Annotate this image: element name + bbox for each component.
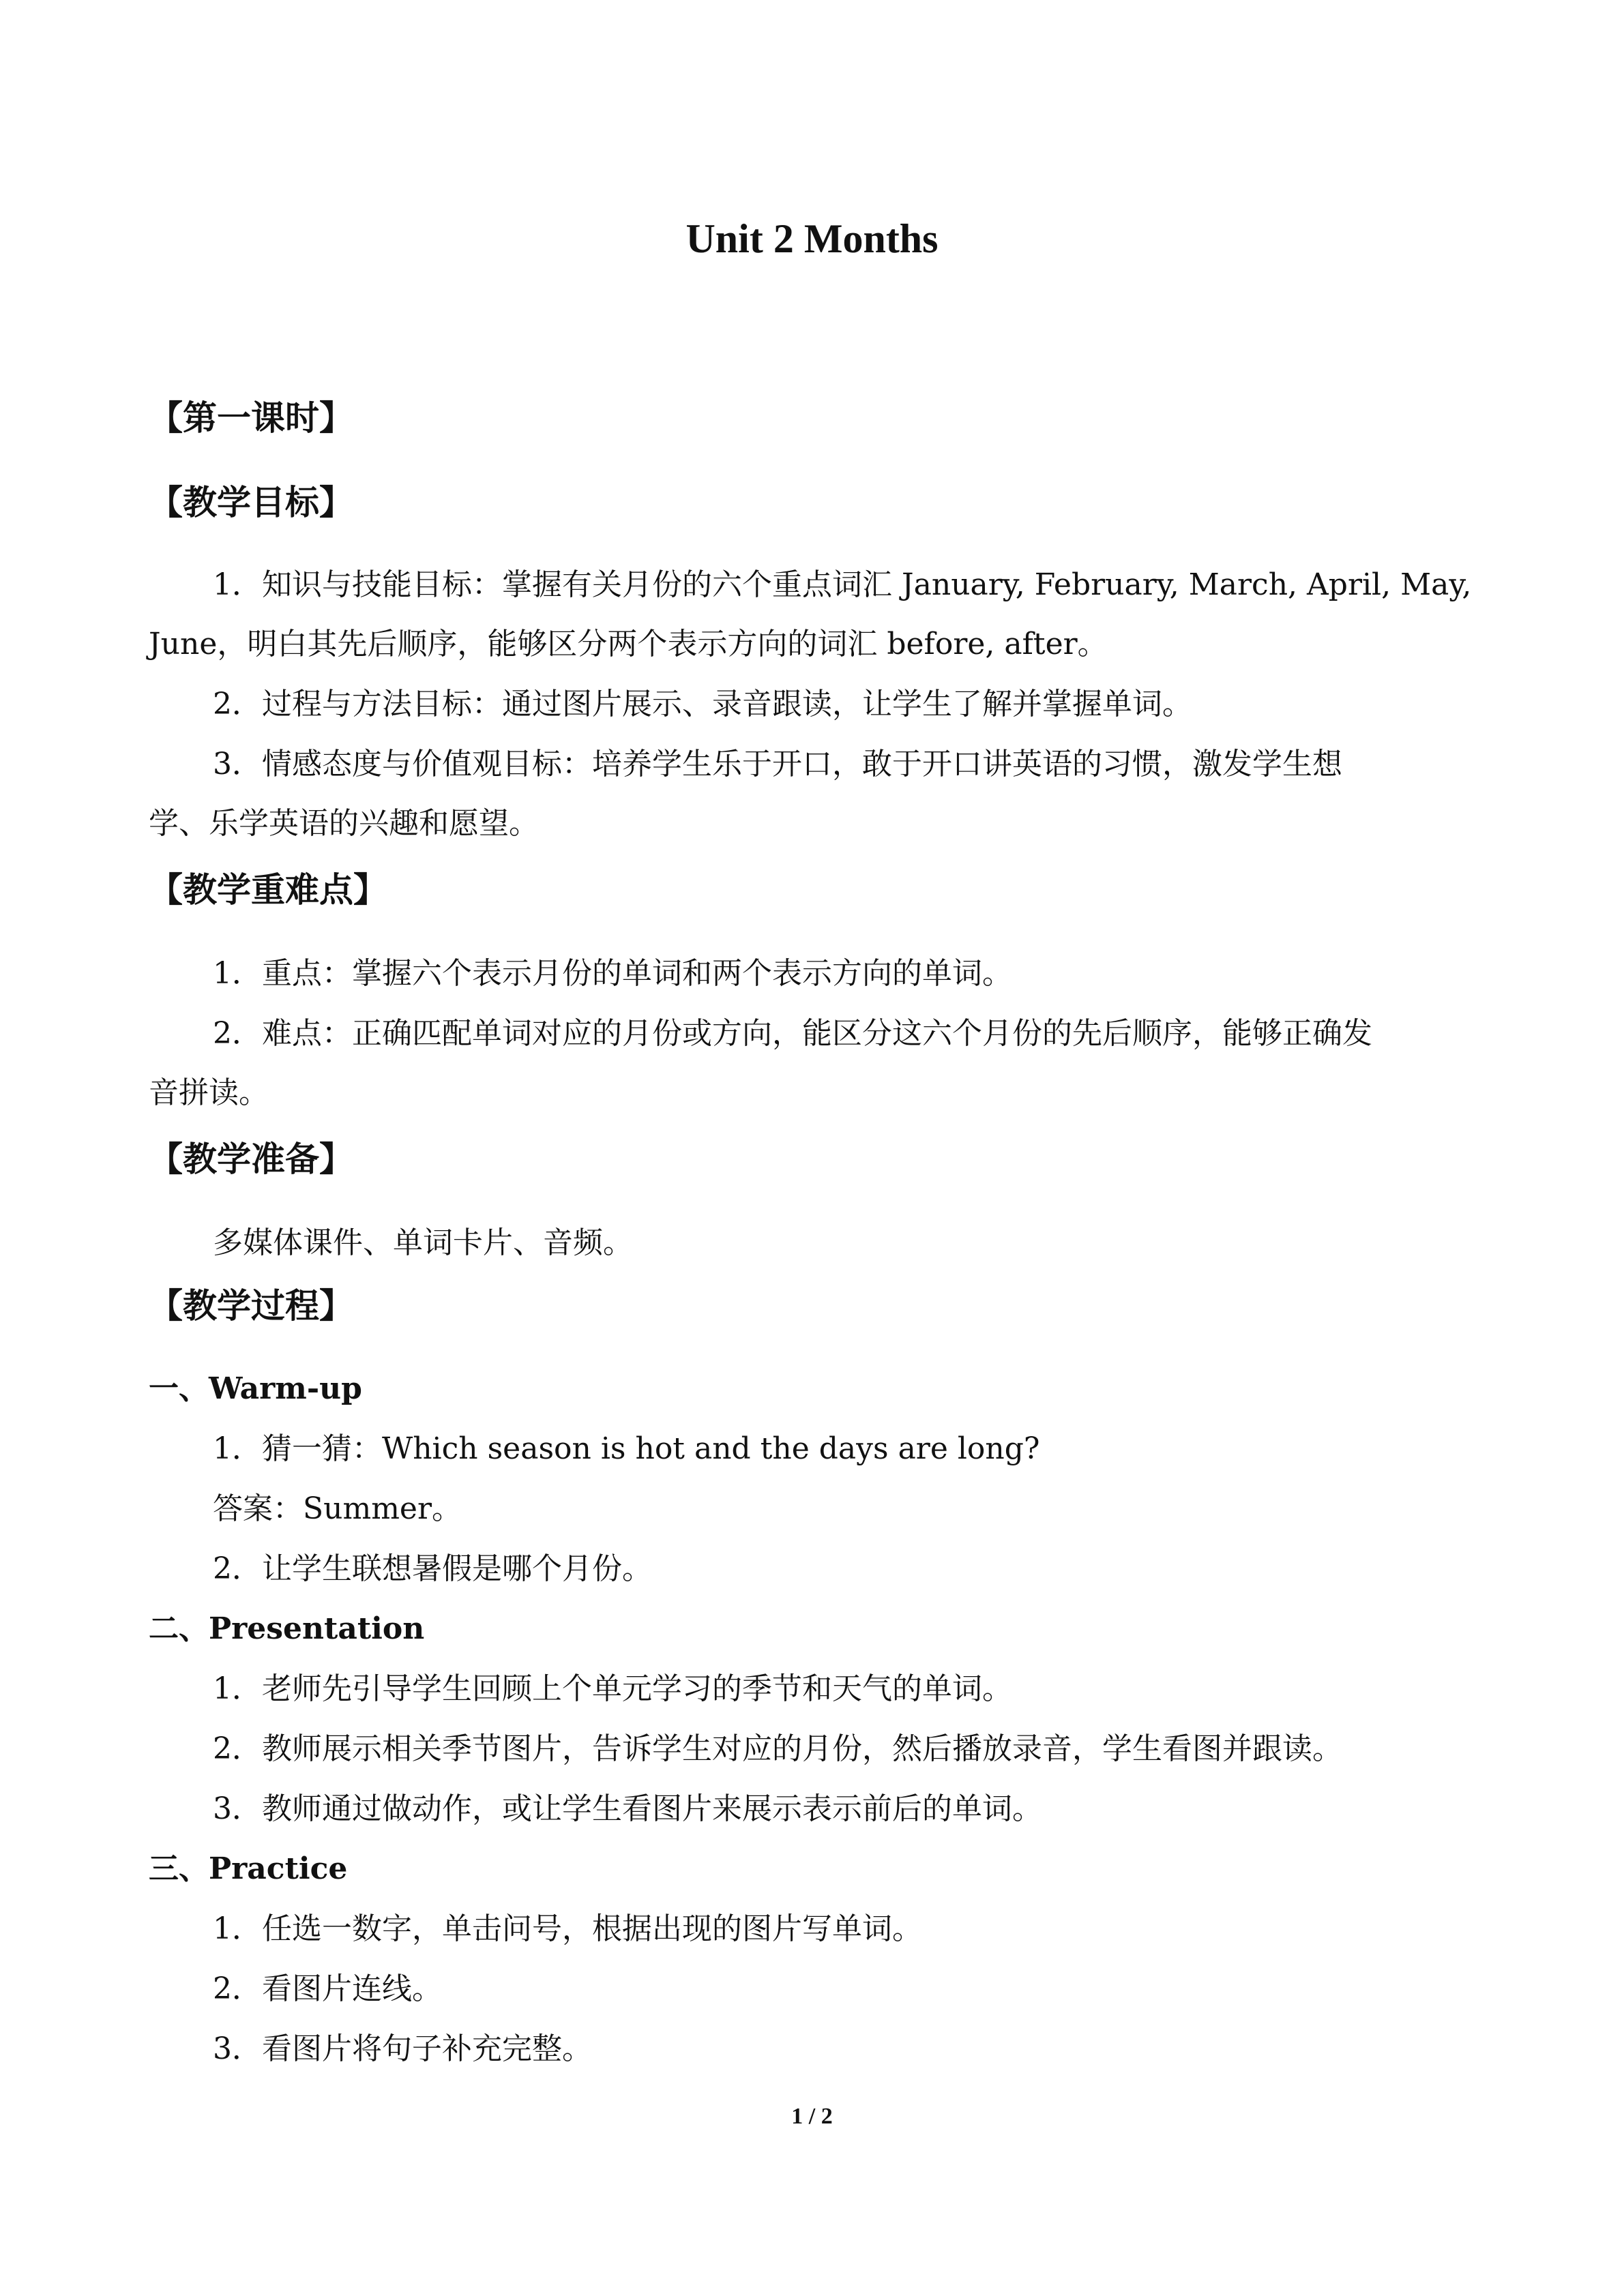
presentation-item-2: 2．教师展示相关季节图片，告诉学生对应的月份，然后播放录音，学生看图并跟读。 xyxy=(213,1731,1342,1766)
objective-item-3-line-1: 3．情感态度与价值观目标：培养学生乐于开口，敢于开口讲英语的习惯，激发学生想 xyxy=(213,747,1342,781)
process-warmup-heading: 一、Warm-up xyxy=(149,1371,362,1406)
section-heading-key-points: 【教学重难点】 xyxy=(149,870,387,910)
process-presentation-heading: 二、Presentation xyxy=(149,1611,425,1646)
page-title: Unit 2 Months xyxy=(685,216,939,261)
objective-item-1-line-2: June，明白其先后顺序，能够区分两个表示方向的词汇 before, after。 xyxy=(149,627,1108,661)
section-heading-preparation: 【教学准备】 xyxy=(149,1139,353,1179)
section-heading-objectives: 【教学目标】 xyxy=(149,483,353,522)
practice-item-1: 1．任选一数字，单击问号，根据出现的图片写单词。 xyxy=(213,1911,922,1946)
presentation-item-1: 1．老师先引导学生回顾上个单元学习的季节和天气的单词。 xyxy=(213,1671,1012,1706)
key-point-item-1: 1．重点：掌握六个表示月份的单词和两个表示方向的单词。 xyxy=(213,956,1012,991)
objective-item-3-line-2: 学、乐学英语的兴趣和愿望。 xyxy=(149,806,539,841)
objective-item-1-line-1: 1．知识与技能目标：掌握有关月份的六个重点词汇 January, February, March, April, May, xyxy=(213,567,1472,602)
practice-item-2: 2．看图片连线。 xyxy=(213,1971,442,2006)
presentation-item-3: 3．教师通过做动作，或让学生看图片来展示表示前后的单词。 xyxy=(213,1791,1042,1826)
key-point-item-2-line-2: 音拼读。 xyxy=(149,1075,269,1110)
section-heading-process: 【教学过程】 xyxy=(149,1286,353,1326)
objective-item-2: 2．过程与方法目标：通过图片展示、录音跟读，让学生了解并掌握单词。 xyxy=(213,687,1192,721)
practice-item-3: 3．看图片将句子补充完整。 xyxy=(213,2031,592,2066)
process-practice-heading: 三、Practice xyxy=(149,1851,348,1886)
section-heading-lesson: 【第一课时】 xyxy=(149,398,353,438)
warmup-item-1: 1．猜一猜：Which season is hot and the days are long? xyxy=(213,1431,1040,1466)
preparation-text: 多媒体课件、单词卡片、音频。 xyxy=(213,1225,633,1260)
warmup-item-2: 2．让学生联想暑假是哪个月份。 xyxy=(213,1551,652,1586)
page-number: 1 / 2 xyxy=(791,2104,833,2129)
key-point-item-2-line-1: 2．难点：正确匹配单词对应的月份或方向，能区分这六个月份的先后顺序，能够正确发 xyxy=(213,1016,1372,1051)
warmup-answer: 答案：Summer。 xyxy=(213,1491,462,1526)
